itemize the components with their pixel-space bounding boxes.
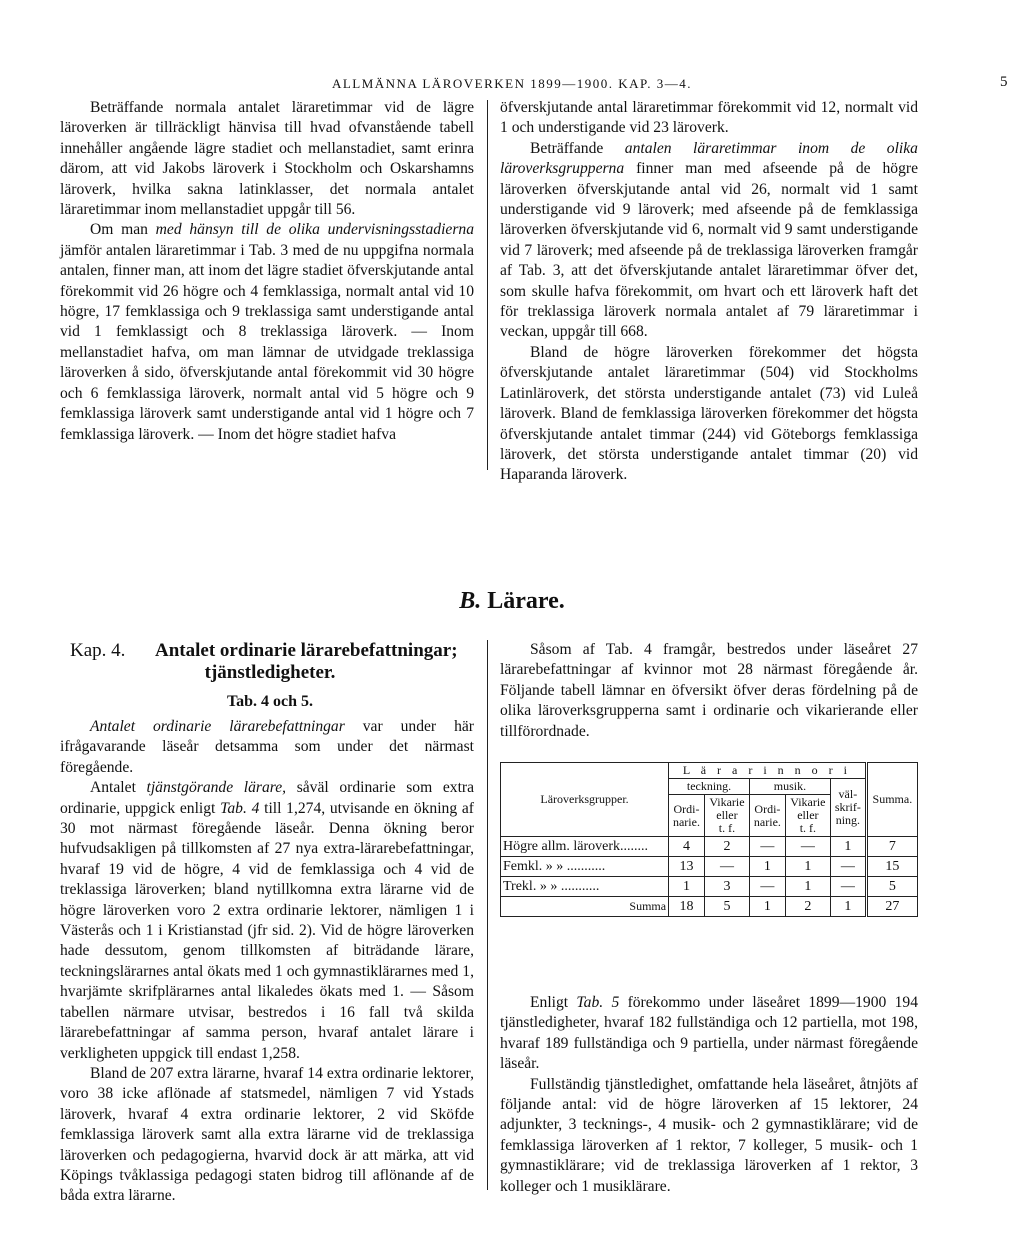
bottom-left-column (60, 717, 474, 1207)
table-cell: 7 (866, 837, 917, 857)
table-cell: 5 (866, 877, 917, 897)
section-title: Lärare. (487, 588, 565, 614)
table-ref-text: Tab. 5 (576, 994, 620, 1011)
teckning-header: teckning. (669, 779, 750, 795)
text-run: förekommo under läseåret 1899—1900 194 tjänstledigheter, hvaraf 182 fullständiga och 12 partiella, mot 198, hvaraf 189 fullständiga och 9 partiella, under närmast föregående läseår. (500, 994, 918, 1073)
text-run: till 1,274, utvisande en ökning af 30 mot närmast föregående läseår. Denna ökning beror hufvudsakligen på tillkomsten af 27 nya extra-lärarebefattningar, hvaraf 19 vid de högre, 4 vid de femklassiga och 4 vid de treklassiga läroverken; bland nytillkomna extra lärarne vid de högre läroverken voro 2 extra ordinarie lektorer, nämligen 1 i Västerås och 1 i Kristianstad (jfr sid. 2). Vid de högre läroverken hade dessutom, genom tillkomsten af biträdande lärare, teckningslärarnes antal ökats med 1 och gymnastiklärarnes med 1, hvarjämte skrifplärarnes antal likaledes ökats med 1. — Såsom tabellen närmare utvisar, bestredos i 16 fall två skilda lärarebefattningar af samma person, hvaraf antalet lärare i verkligheten uppgick till endast 1,258. (60, 799, 474, 1062)
bottom-right-paragraph-1: Såsom af Tab. 4 framgår, bestredos under läseåret 27 lärarebefattningar af kvinnor mot 28 närmast föregående år. Följande tabell lämnar en öfversikt öfver deras fördelning på de olika läroverksgrupperna samt i ordinarie och vikarierande eller tillförordnade. (500, 641, 918, 740)
bottom-right-column (500, 640, 918, 742)
sum-label: Summa (501, 897, 669, 917)
table-cell: — (704, 857, 749, 877)
table-cell: 1 (785, 877, 830, 897)
emphasis-text: Antalet ordinarie lärarebefattningar (90, 718, 345, 735)
text-run: Antalet (90, 779, 147, 797)
table-cell: — (830, 857, 866, 877)
table-sum-row (501, 897, 918, 917)
column-divider-bottom (487, 640, 488, 1190)
vikarie-header: Vikarie eller t. f. (785, 795, 830, 837)
table-cell: — (830, 877, 866, 897)
row-label: Trekl. » » ........... (501, 877, 669, 897)
emphasis-text: med hänsyn till de olika undervisningsstadierna (155, 221, 474, 239)
row-label: Femkl. » » ........... (501, 857, 669, 877)
bottom-right-paragraph-2 (500, 993, 918, 1075)
musik-header: musik. (750, 779, 831, 795)
table-cell: — (750, 837, 786, 857)
table-cell: 27 (866, 897, 917, 917)
table-ref-text: Tab. 4 (220, 799, 260, 817)
valskrifning-header: väl- skrif- ning. (830, 779, 866, 837)
table-cell: 1 (830, 897, 866, 917)
ordinarie-header: Ordi- narie. (669, 795, 705, 837)
table-cell: 1 (750, 857, 786, 877)
bottom-left-paragraph-3: Bland de 207 extra lärarne, hvaraf 14 extra ordinarie lektorer, voro 38 icke aflönade af statsmedel, nämligen 7 vid Ystads läroverk, hvaraf 4 extra ordinarie lektorer, 2 vid Sköfde femklassiga läroverk samt alla extra lärarne vid de treklassiga läroverken och pedagogierna, hvarvid dock är att märka, att vid Köpings tvåklassiga pedagogi staten bidrog till aflönande af de båda extra lärarne. (60, 1064, 474, 1205)
table-cell: 15 (866, 857, 917, 877)
table-cell: 1 (785, 857, 830, 877)
table-cell: 1 (830, 837, 866, 857)
emphasis-text: antalen läraretimmar inom de olika läroverksgrupperna (500, 139, 918, 178)
chapter-number: Kap. 4. (70, 640, 126, 661)
table-row (501, 837, 918, 857)
table-cell: 2 (785, 897, 830, 917)
row-label: Högre allm. läroverk........ (501, 837, 669, 857)
text-run: Om man (90, 221, 156, 239)
table-cell: 2 (704, 837, 749, 857)
table-reference: Tab. 4 och 5. (226, 693, 314, 710)
page-number: 5 (1000, 74, 1008, 90)
table-cell: 18 (669, 897, 705, 917)
top-left-column (60, 98, 474, 445)
table-cell: 5 (704, 897, 749, 917)
top-left-paragraph-2 (60, 220, 474, 444)
bottom-right-column-continued (500, 993, 918, 1197)
top-right-paragraph-1: öfverskjutande antal läraretimmar förekommit vid 12, normalt vid 1 och understigande vid 23 läroverk. (500, 99, 918, 137)
text-run: jämför antalen läraretimmar i Tab. 3 med de nu uppgifna normala antalen, finner man, att inom det lägre stadiet öfverskjutande antal förekommit vid 26 högre och 4 femklassiga, normalt antal vid 10 högre, 17 femklassiga och 9 treklassiga samt understigande antal vid 1 femklassigt och 8 treklassiga läroverk. — Inom mellanstadiet hafva, om man lämnar de utvidgade treklassiga läroverken å sido, öfverskjutande antal förekommit vid 30 högre och 6 femklassiga läroverk, normalt antal vid 5 högre och 9 femklassiga läroverk samt understigande antal vid 1 högre och 7 femklassiga läroverk. — Inom det högre stadiet hafva (60, 241, 474, 443)
table-cell: 4 (669, 837, 705, 857)
section-heading (0, 588, 1024, 615)
table-cell: 3 (704, 877, 749, 897)
column-divider-top (487, 100, 488, 470)
table-cell: 1 (669, 877, 705, 897)
ordinarie-header: Ordi- narie. (750, 795, 786, 837)
section-letter: B. (459, 588, 482, 614)
bottom-left-paragraph-2 (60, 778, 474, 1064)
text-run: Beträffande (530, 139, 625, 157)
table-row (501, 877, 918, 897)
table-row (501, 857, 918, 877)
text-run: Enligt (530, 994, 577, 1011)
top-right-paragraph-2 (500, 139, 918, 343)
text-run: såväl ordinarie som extra ordinarie, uppgick enligt (60, 779, 475, 817)
table-cell: 1 (750, 897, 786, 917)
bottom-left-paragraph-1 (60, 717, 474, 778)
summa-header-cell: Summa. (866, 763, 917, 837)
table-cell: — (785, 837, 830, 857)
emphasis-text: tjänstgörande lärare, (146, 779, 287, 797)
text-run: finner man med afseende på de högre läroverken öfverskjutande antal vid 26, normalt vid 1 samt understigande vid 9 läroverk; med afseende på de femklassiga läroverken öfverskjutande vid 6, normalt vid 9 samt understigande vid 7 läroverk; med afseende på de treklassiga läroverken framgår af Tab. 3, att det öfverskjutande antalet läraretimmar öfver det, som skulle hafva förekommit, om hvart och ett läroverk haft det för treklassiga läroverk normala antalet af 79 läraretimmar i veckan, uppgår till 668. (500, 160, 918, 341)
vikarie-header: Vikarie eller t. f. (704, 795, 749, 837)
chapter-title-line-2: tjänstledigheter. (204, 662, 336, 683)
text-run: var under här ifrågavarande läseår detsamma som under det närmast föregående. (60, 718, 474, 776)
chapter-title-line-1: Antalet ordinarie lärarebefattningar; (155, 640, 458, 661)
bottom-right-paragraph-3: Fullständig tjänstledighet, omfattande hela läseåret, åtnjöts af följande antal: vid de högre läroverken af 15 lektorer, 24 adjunkter, 3 tecknings-, 4 musik- och 2 gymnastiklärare; vid de femklassiga läroverken af 1 rektor, 7 kolleger, 5 musik- och 1 gymnastiklärare; vid de treklassiga läroverken af 1 rektor, 3 kolleger och 1 musiklärare. (500, 1075, 918, 1195)
table-cell: — (750, 877, 786, 897)
chapter-heading (60, 640, 480, 684)
top-right-paragraph-3: Bland de högre läroverken förekommer det högsta öfverskjutande antalet läraretimmar (504) vid Stockholms Latinläroverk, det största understigande antalet (73) vid Luleå läroverk. Bland de femklassiga läroverken förekommer det högsta öfverskjutande antalet timmar (244) vid Göteborgs femklassiga läroverk, det största understigande antalet timmar (20) vid Haparanda läroverk. (500, 343, 918, 484)
row-header-cell: Läroverksgrupper. (501, 763, 669, 837)
group-header-cell: L ä r a r i n n o r i (669, 763, 867, 779)
running-title: ALLMÄNNA LÄROVERKEN 1899—1900. KAP. 3—4. (331, 76, 693, 91)
top-left-paragraph-1: Beträffande normala antalet läraretimmar vid de lägre läroverken är tillräckligt hänvisa till hvad ofvanstående tabell innehåller angående lägre stadiet och mellanstadiet, samt erinra därom, att vid Jakobs läroverk i Stockholm och Oskarshamns läroverk, hvilka sakna latinklasser, det normala antalet läraretimmar inom mellanstadiet uppgår till 56. (60, 99, 474, 219)
female-teachers-table (500, 762, 918, 917)
table-cell: 13 (669, 857, 705, 877)
top-right-column (500, 98, 918, 486)
